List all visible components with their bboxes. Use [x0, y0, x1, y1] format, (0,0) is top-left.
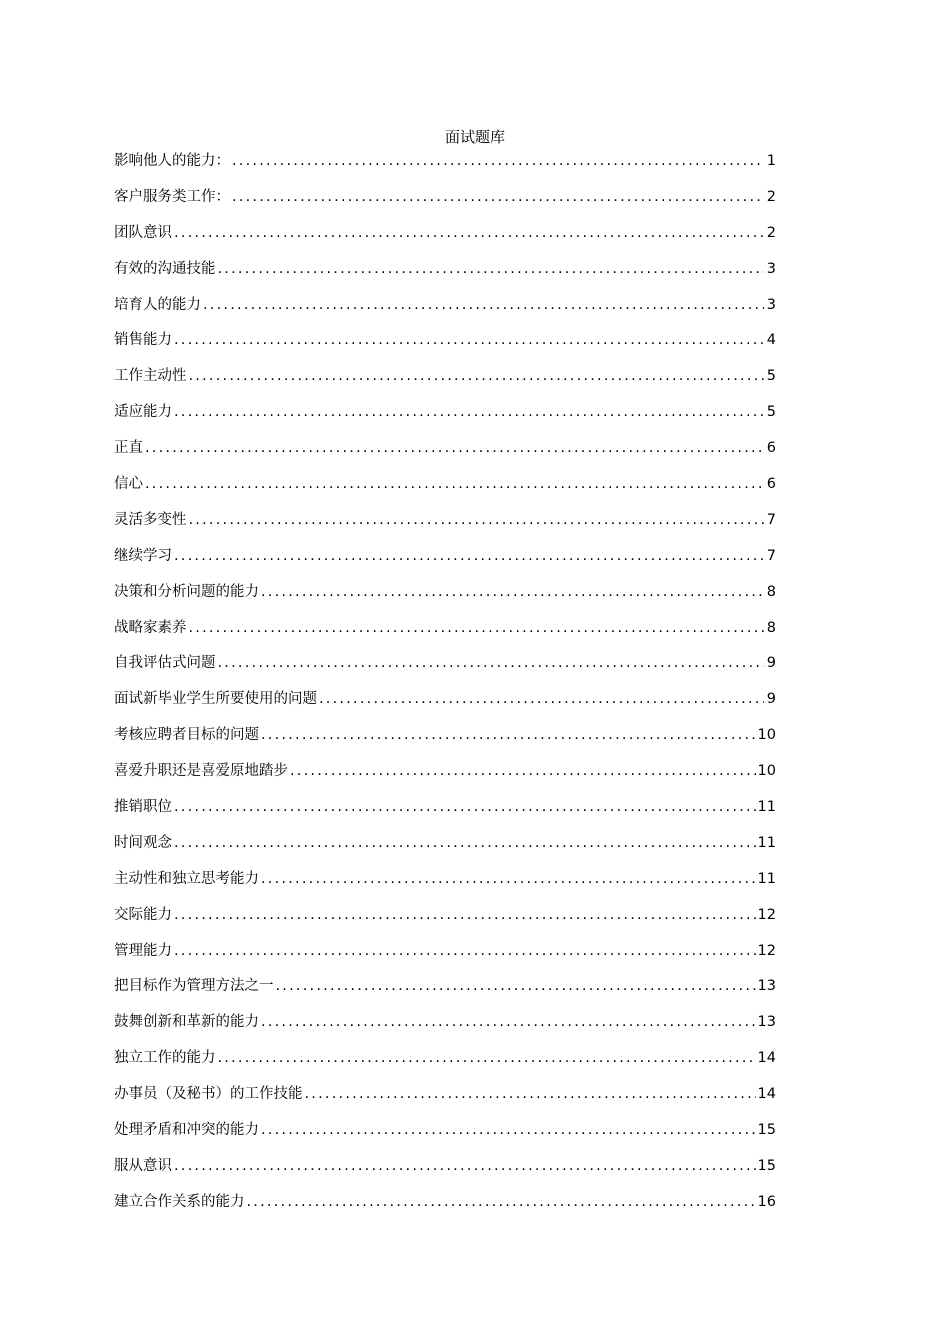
toc-dot-leader [261, 1012, 756, 1032]
toc-dot-leader [261, 582, 764, 602]
toc-entry[interactable] [114, 976, 776, 1012]
toc-entry[interactable] [114, 689, 776, 725]
toc-entry[interactable] [114, 941, 776, 977]
toc-entry-label: 建立合作关系的能力 [114, 1193, 245, 1210]
toc-entry-label: 有效的沟通技能 [114, 260, 216, 277]
toc-entry[interactable] [114, 330, 776, 366]
toc-entry-label: 销售能力 [114, 332, 172, 349]
toc-dot-leader [145, 438, 764, 458]
toc-entry-page-number: 16 [757, 1193, 776, 1210]
toc-entry-label: 喜爱升职还是喜爱原地踏步 [114, 763, 288, 780]
toc-entry-page-number: 7 [766, 547, 776, 564]
toc-dot-leader [189, 618, 765, 638]
toc-dot-leader [218, 259, 765, 279]
toc-dot-leader [276, 976, 756, 996]
toc-entry-page-number: 10 [757, 727, 776, 744]
toc-entry-page-number: 14 [757, 1086, 776, 1103]
toc-entry-label: 信心 [114, 476, 143, 493]
toc-dot-leader [174, 546, 764, 566]
toc-entry-page-number: 6 [766, 476, 776, 493]
toc-dot-leader [305, 1084, 756, 1104]
toc-entry-label: 影响他人的能力： [114, 153, 230, 169]
toc-entry[interactable] [114, 402, 776, 438]
toc-entry-label: 主动性和独立思考能力 [114, 870, 259, 887]
toc-entry[interactable] [114, 797, 776, 833]
toc-dot-leader [203, 295, 764, 315]
toc-entry-page-number: 11 [757, 870, 776, 887]
toc-dot-leader [145, 474, 764, 494]
toc-entry-page-number: 12 [757, 906, 776, 923]
toc-entry-page-number: 4 [766, 332, 776, 349]
toc-entry-page-number: 15 [757, 1122, 776, 1139]
toc-entry-label: 决策和分析问题的能力 [114, 583, 259, 600]
toc-entry-label: 处理矛盾和冲突的能力 [114, 1122, 259, 1139]
table-of-contents [114, 151, 776, 1228]
toc-entry-page-number: 5 [766, 368, 776, 385]
toc-dot-leader [189, 366, 765, 386]
toc-dot-leader [290, 761, 756, 781]
toc-entry-page-number: 3 [766, 260, 776, 277]
toc-entry[interactable] [114, 438, 776, 474]
toc-entry-label: 战略家素养 [114, 619, 187, 636]
toc-entry-label: 办事员（及秘书）的工作技能 [114, 1086, 303, 1103]
toc-dot-leader [247, 1192, 756, 1212]
toc-entry-label: 正直 [114, 440, 143, 457]
toc-entry-label: 时间观念 [114, 834, 172, 851]
toc-entry-label: 服从意识 [114, 1157, 172, 1174]
toc-dot-leader [261, 1120, 756, 1140]
toc-entry-label: 考核应聘者目标的问题 [114, 727, 259, 744]
toc-entry[interactable] [114, 474, 776, 510]
toc-entry[interactable] [114, 833, 776, 869]
toc-entry-label: 继续学习 [114, 547, 172, 564]
toc-entry[interactable] [114, 869, 776, 905]
toc-entry-label: 把目标作为管理方法之一 [114, 978, 274, 995]
toc-entry-page-number: 6 [766, 440, 776, 457]
toc-dot-leader [174, 833, 756, 853]
toc-entry-page-number: 9 [766, 655, 776, 672]
toc-entry[interactable] [114, 259, 776, 295]
toc-entry-label: 面试新毕业学生所要使用的问题 [114, 691, 317, 708]
toc-dot-leader [174, 797, 756, 817]
toc-entry-label: 团队意识 [114, 224, 172, 241]
toc-entry[interactable] [114, 1120, 776, 1156]
toc-entry-label: 自我评估式问题 [114, 655, 216, 672]
toc-entry[interactable] [114, 510, 776, 546]
toc-entry-page-number: 15 [757, 1157, 776, 1174]
toc-dot-leader [189, 510, 765, 530]
page-title: 面试题库 [444, 128, 505, 146]
toc-entry[interactable] [114, 618, 776, 654]
toc-dot-leader [174, 1156, 756, 1176]
toc-entry[interactable] [114, 1192, 776, 1228]
toc-entry-label: 培育人的能力 [114, 296, 201, 313]
toc-dot-leader [174, 330, 764, 350]
toc-entry[interactable] [114, 366, 776, 402]
toc-entry-label: 适应能力 [114, 404, 172, 421]
toc-entry[interactable] [114, 653, 776, 689]
toc-entry-label: 客户服务类工作： [114, 188, 230, 205]
toc-entry-page-number: 1 [766, 153, 776, 169]
toc-entry-page-number: 5 [766, 404, 776, 421]
toc-dot-leader [261, 869, 756, 889]
toc-entry[interactable] [114, 546, 776, 582]
toc-entry-label: 管理能力 [114, 942, 172, 959]
toc-entry[interactable] [114, 725, 776, 761]
toc-entry-label: 交际能力 [114, 906, 172, 923]
toc-entry-label: 工作主动性 [114, 368, 187, 385]
toc-dot-leader [174, 223, 764, 243]
toc-entry-page-number: 12 [757, 942, 776, 959]
toc-entry[interactable] [114, 1048, 776, 1084]
toc-dot-leader [174, 402, 764, 422]
toc-entry-page-number: 11 [757, 834, 776, 851]
toc-entry-page-number: 7 [766, 511, 776, 528]
toc-entry[interactable] [114, 1084, 776, 1120]
toc-dot-leader [319, 689, 764, 709]
toc-dot-leader [232, 151, 764, 171]
toc-entry-label: 独立工作的能力 [114, 1050, 216, 1067]
toc-entry-page-number: 2 [766, 188, 776, 205]
toc-entry-page-number: 8 [766, 619, 776, 636]
toc-entry-page-number: 14 [757, 1050, 776, 1067]
toc-entry-label: 鼓舞创新和革新的能力 [114, 1014, 259, 1031]
toc-entry-page-number: 10 [757, 763, 776, 780]
toc-entry-page-number: 3 [766, 296, 776, 313]
toc-entry-page-number: 2 [766, 224, 776, 241]
toc-dot-leader [232, 187, 764, 207]
toc-entry[interactable] [114, 582, 776, 618]
toc-entry[interactable] [114, 905, 776, 941]
toc-entry-page-number: 9 [766, 691, 776, 708]
toc-entry[interactable] [114, 295, 776, 331]
toc-dot-leader [218, 653, 765, 673]
toc-entry-page-number: 13 [757, 978, 776, 995]
toc-entry[interactable] [114, 761, 776, 797]
toc-dot-leader [218, 1048, 756, 1068]
toc-dot-leader [261, 725, 756, 745]
toc-entry-label: 推销职位 [114, 799, 172, 816]
toc-dot-leader [174, 905, 756, 925]
toc-entry[interactable] [114, 151, 776, 187]
toc-entry-page-number: 8 [766, 583, 776, 600]
toc-entry-page-number: 11 [757, 799, 776, 816]
toc-entry-label: 灵活多变性 [114, 511, 187, 528]
toc-entry-page-number: 13 [757, 1014, 776, 1031]
toc-entry[interactable] [114, 1156, 776, 1192]
toc-entry[interactable] [114, 1012, 776, 1048]
toc-entry[interactable] [114, 187, 776, 223]
toc-entry[interactable] [114, 223, 776, 259]
toc-dot-leader [174, 941, 756, 961]
